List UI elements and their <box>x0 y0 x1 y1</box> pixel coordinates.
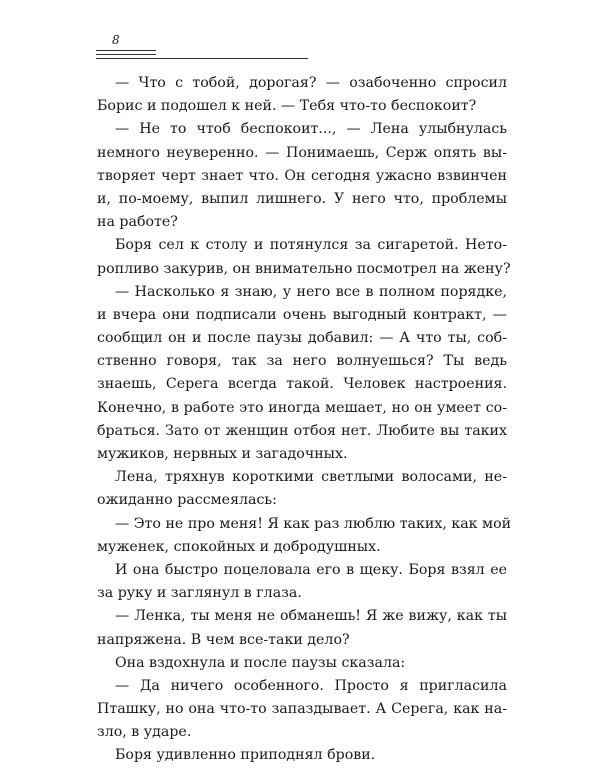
page-number: 8 <box>112 33 120 47</box>
text-line: и, по-моему, выпил лишнего. У него что, проблемы <box>97 190 507 207</box>
header-rule-long <box>96 58 308 59</box>
text-line: Борис и подошел к ней. — Тебя что-то беспокоит? <box>97 98 477 115</box>
text-line: на работе? <box>97 214 178 231</box>
text-line: мужиков, нервных и загадочных. <box>97 446 348 462</box>
text-line: немного неуверенно. — Понимаешь, Серж опять вы- <box>97 144 507 161</box>
text-line: Боря сел к столу и потянулся за сигаретой. Нето- <box>115 237 507 254</box>
text-line: Пташку, но она что-то запаздывает. А Серега, как на- <box>97 701 507 718</box>
text-line: Она вздохнула и после паузы сказала: <box>115 654 406 671</box>
text-line: ропливо закурив, он внимательно посмотрел на жену? <box>97 260 511 277</box>
body-text <box>97 72 512 768</box>
text-line: И она быстро поцеловала его в щеку. Боря взял ее <box>115 561 507 578</box>
text-line: — Насколько я знаю, у него все в полном порядке, <box>115 283 507 300</box>
header-rule-short-top <box>96 50 156 51</box>
header-rule-short-middle <box>96 54 156 55</box>
text-line: муженек, спокойных и добродушных. <box>97 538 381 555</box>
text-line: ожиданно рассмеялась: <box>97 492 277 509</box>
text-line: ственно говоря, так за него волнуешься? Ты ведь <box>97 353 507 370</box>
text-line: зло, в ударе. <box>97 724 192 741</box>
text-line: — Ленка, ты меня не обманешь! Я же вижу, как ты <box>115 608 507 625</box>
text-line: браться. Зато от женщин отбоя нет. Любите вы таких <box>97 422 507 439</box>
text-line: напряжена. В чем все-таки дело? <box>97 631 350 648</box>
text-line: сообщил он и после паузы добавил: — А что ты, соб- <box>97 330 507 347</box>
text-line: — Что с тобой, дорогая? — озабоченно спросил <box>115 75 507 91</box>
text-line: за руку и заглянул в глаза. <box>97 585 302 602</box>
text-line: Конечно, в работе это иногда мешает, но он умеет со- <box>97 399 507 416</box>
text-line: Боря удивленно приподнял брови. <box>115 747 376 764</box>
text-line: знаешь, Серега всегда такой. Человек настроения. <box>97 376 507 393</box>
text-line: Лена, тряхнув короткими светлыми волосами, не- <box>115 469 507 486</box>
text-line: — Да ничего особенного. Просто я пригласила <box>115 677 507 694</box>
text-line: — Не то чтоб беспокоит..., — Лена улыбнулась <box>115 121 507 138</box>
text-line: творяет черт знает что. Он сегодня ужасно взвинчен <box>97 167 507 184</box>
text-line: и вчера они подписали очень выгодный контракт, — <box>97 306 507 323</box>
text-line: — Это не про меня! Я как раз люблю таких, как мой <box>115 515 512 532</box>
